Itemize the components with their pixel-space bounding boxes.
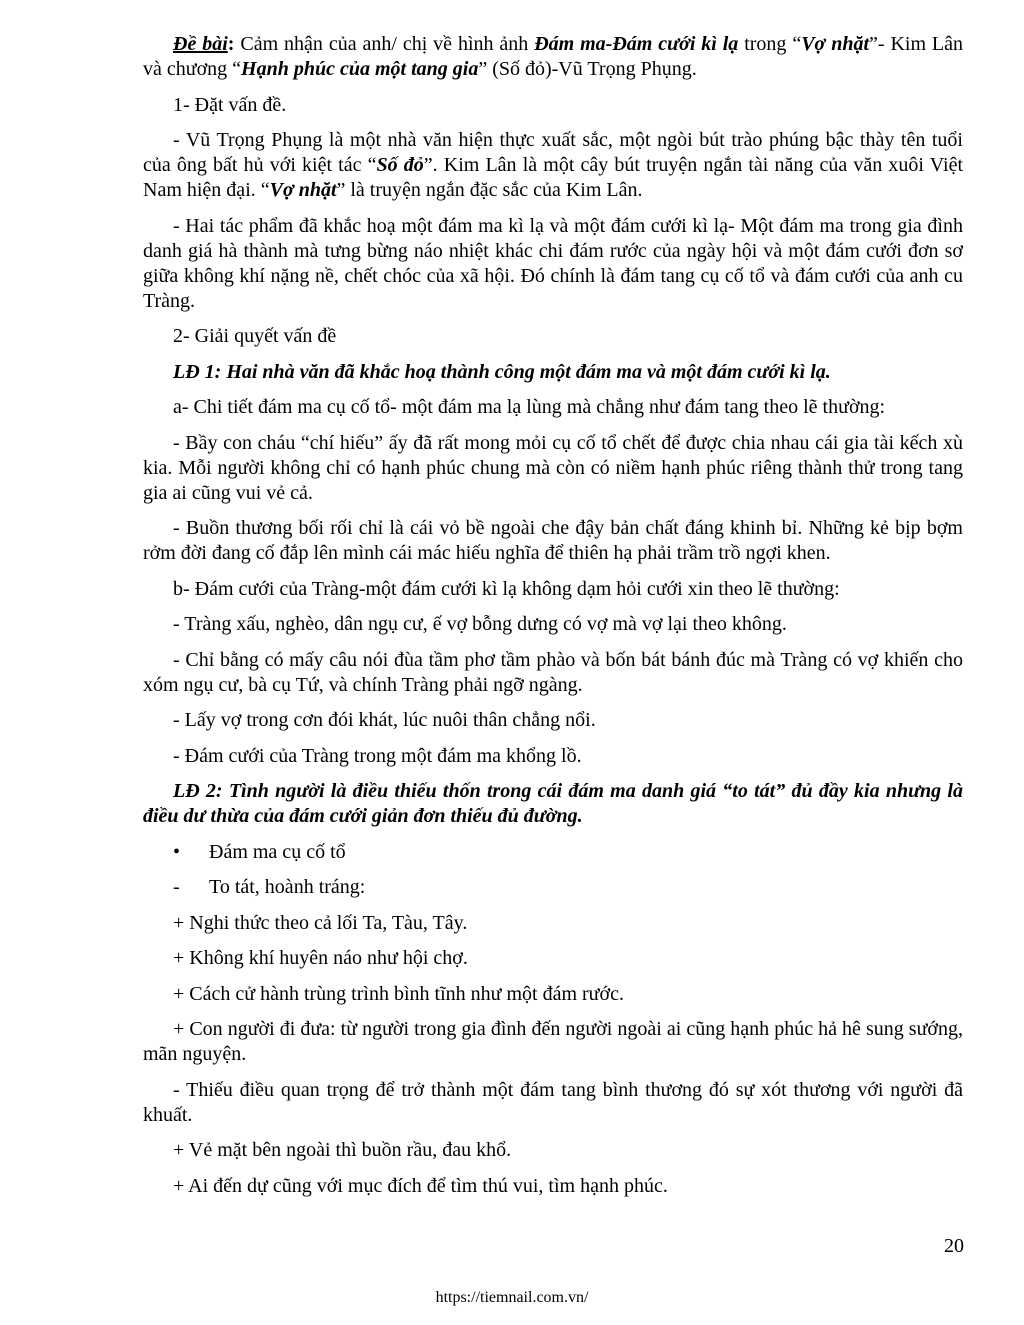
bullet-item <box>143 840 963 865</box>
bullet-icon: • <box>173 840 181 863</box>
plus-item-2: + Không khí huyên náo như hội chợ. <box>173 947 468 969</box>
page-number: 20 <box>944 1235 964 1257</box>
paragraph-a2: - Buồn thương bối rối chỉ là cái vỏ bề ngoài che đậy bản chất đáng khinh bỉ. Những kẻ bịp bợm rởm đời đang cố đắp lên mình cái mác hiếu nghĩa để thiên hạ phải trầm trồ ngợi khen. <box>143 517 963 564</box>
footer-url: https://tiemnail.com.vn/ <box>435 1289 589 1306</box>
section-heading-1: 1- Đặt vấn đề. <box>173 93 287 116</box>
prompt-emph-2: Vợ nhặt <box>801 33 869 55</box>
paragraph-b1: - Tràng xấu, nghèo, dân ngụ cư, ế vợ bỗng dưng có vợ mà vợ lại theo không. <box>173 613 787 635</box>
prompt-text-4: ” (Số đỏ)-Vũ Trọng Phụng. <box>478 58 697 80</box>
intro-text-3: ” là truyện ngắn đặc sắc của Kim Lân. <box>336 179 643 201</box>
intro-paragraph-2: - Hai tác phẩm đã khắc hoạ một đám ma kì lạ và một đám cưới kì lạ- Một đám ma trong gia đình danh giá hà thành mà tưng bừng náo nhiệt khác chi đám rước của ngày hội và một đám cưới đơn sơ giữa không khí nặng nề, chết chóc của xã hội. Đó chính là đám tang cụ cố tổ và đám cưới của anh cu Tràng. <box>143 214 963 312</box>
paragraph-b2: - Chỉ bằng có mấy câu nói đùa tầm phơ tầm phào và bốn bát bánh đúc mà Tràng có vợ khiến cho xóm ngụ cư, bà cụ Tứ, và chính Tràng phải ngỡ ngàng. <box>143 648 963 696</box>
prompt-paragraph <box>143 32 963 82</box>
prompt-text-2: trong “ <box>738 33 802 55</box>
paragraph-b3: - Lấy vợ trong cơn đói khát, lúc nuôi thân chẳng nổi. <box>173 709 596 731</box>
intro-paragraph-1 <box>143 128 963 203</box>
paragraph-c: - Thiếu điều quan trọng để trở thành một đám tang bình thương đó sự xót thương với người đã khuất. <box>143 1078 963 1126</box>
intro-emph-2: Vợ nhặt <box>269 179 337 201</box>
plus-item-6: + Ai đến dự cũng với mục đích để tìm thú vui, tìm hạnh phúc. <box>173 1174 668 1197</box>
prompt-emph-3: Hạnh phúc của một tang gia <box>241 58 479 80</box>
plus-item-3: + Cách cử hành trùng trình bình tĩnh như một đám rước. <box>173 982 624 1005</box>
prompt-emph-1: Đám ma-Đám cưới kì lạ <box>534 33 739 55</box>
intro-emph-1: Số đỏ <box>376 154 424 176</box>
prompt-colon: : <box>227 33 235 55</box>
intro-text-2: ”. Kim Lân là một cây bút truyện ngắn tài năng của văn xuôi Việt Nam hiện đại. “ <box>143 154 963 201</box>
plus-item-4: + Con người đi đưa: từ người trong gia đình đến người ngoài ai cũng hạnh phúc hả hê sung sướng, mãn nguyện. <box>143 1018 963 1065</box>
document-body <box>143 32 963 1209</box>
dash-item <box>143 875 963 900</box>
item-a: a- Chi tiết đám ma cụ cố tổ- một đám ma lạ lùng mà chẳng như đám tang theo lẽ thường: <box>173 396 886 418</box>
bullet-text: Đám ma cụ cố tổ <box>209 840 346 863</box>
item-b: b- Đám cưới của Tràng-một đám cưới kì lạ không dạm hỏi cưới xin theo lẽ thường: <box>173 577 840 600</box>
paragraph-a1: - Bầy con cháu “chí hiếu” ấy đã rất mong mỏi cụ cố tổ chết để được chia nhau cái gia tài kếch xù kia. Mỗi người không chỉ có hạnh phúc chung mà còn có niềm hạnh phúc riêng thành thử trong tang gia ai cũng vui vẻ cả. <box>143 431 963 504</box>
argument-heading-1-text: LĐ 1: Hai nhà văn đã khắc hoạ thành công một đám ma và một đám cưới kì lạ. <box>173 360 831 383</box>
paragraph-b4: - Đám cưới của Tràng trong một đám ma khổng lồ. <box>173 744 582 767</box>
argument-heading-2 <box>143 779 963 829</box>
plus-item-1: + Nghi thức theo cả lối Ta, Tàu, Tây. <box>173 911 468 934</box>
prompt-text-3: ”- Kim Lân và chương “ <box>143 33 963 80</box>
intro-text-1: - Vũ Trọng Phụng là một nhà văn hiện thực xuất sắc, một ngòi bút trào phúng bậc thày tên tuổi của ông bất hủ với kiệt tác “ <box>143 129 963 176</box>
prompt-text-1: Cảm nhận của anh/ chị về hình ảnh <box>234 33 535 55</box>
plus-item-5: + Vẻ mặt bên ngoài thì buồn rầu, đau khổ. <box>173 1139 512 1161</box>
section-heading-2: 2- Giải quyết vấn đề <box>173 325 337 347</box>
dash-icon: - <box>173 876 180 898</box>
prompt-label: Đề bài <box>173 33 228 55</box>
argument-heading-2-text: LĐ 2: Tình người là điều thiếu thốn trong cái đám ma danh giá “to tát” đủ đầy kia nhưng là điều dư thừa của đám cưới giản đơn thiếu đủ đường. <box>143 780 963 827</box>
dash-text: To tát, hoành tráng: <box>209 876 366 898</box>
argument-heading-1 <box>143 360 963 385</box>
